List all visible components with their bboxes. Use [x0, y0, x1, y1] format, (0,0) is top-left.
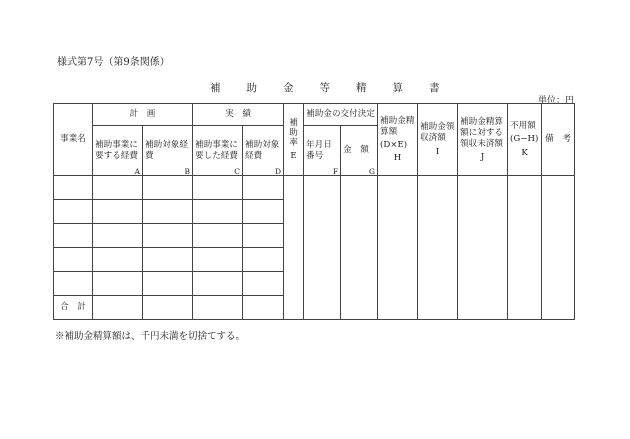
header-settlement-amount: 補助金精算額 (D×E) H	[378, 104, 418, 176]
table-row	[54, 176, 575, 200]
document-title: 補助金等精算書	[210, 82, 466, 94]
plan-eligible-cost-cell[interactable]	[143, 176, 193, 200]
unreceived-amount-cell[interactable]	[458, 176, 508, 320]
actual-eligible-cost-cell[interactable]	[243, 272, 284, 296]
footnote: ※補助金精算額は、千円未満を切捨てする。	[55, 331, 246, 342]
plan-required-cost-cell[interactable]	[93, 248, 143, 272]
total-actual-required-cost-cell[interactable]	[193, 296, 243, 320]
header-amount: 金 額 G	[341, 126, 378, 176]
header-grant-decision: 補助金の交付決定	[304, 104, 378, 126]
plan-required-cost-cell[interactable]	[93, 176, 143, 200]
actual-required-cost-cell[interactable]	[193, 224, 243, 248]
plan-eligible-cost-cell[interactable]	[143, 248, 193, 272]
subsidy-rate-cell[interactable]	[284, 176, 304, 320]
header-project-name: 事業名	[54, 104, 93, 176]
actual-eligible-cost-cell[interactable]	[243, 224, 284, 248]
header-subsidy-rate: 補助率 E	[284, 104, 304, 176]
header-received-amount: 補助金領収済額 I	[418, 104, 458, 176]
plan-required-cost-cell[interactable]	[93, 224, 143, 248]
total-actual-eligible-cost-cell[interactable]	[243, 296, 284, 320]
total-plan-required-cost-cell[interactable]	[93, 296, 143, 320]
plan-required-cost-cell[interactable]	[93, 200, 143, 224]
project-name-cell[interactable]	[54, 176, 93, 200]
unit-label: 単位：円	[537, 96, 574, 106]
total-label: 合 計	[54, 296, 93, 320]
header-plan: 計 画	[93, 104, 193, 126]
form-number: 様式第7号（第9条関係）	[57, 57, 170, 68]
actual-eligible-cost-cell[interactable]	[243, 200, 284, 224]
project-name-cell[interactable]	[54, 248, 93, 272]
total-plan-eligible-cost-cell[interactable]	[143, 296, 193, 320]
actual-required-cost-cell[interactable]	[193, 272, 243, 296]
plan-eligible-cost-cell[interactable]	[143, 224, 193, 248]
actual-required-cost-cell[interactable]	[193, 248, 243, 272]
header-unreceived-amount: 補助金精算額に対する領収未済額 J	[458, 104, 508, 176]
unused-amount-cell[interactable]	[508, 176, 542, 320]
header-actual-required-cost: 補助事業に要した経費 C	[193, 126, 243, 176]
header-remarks: 備 考	[542, 104, 575, 176]
project-name-cell[interactable]	[54, 272, 93, 296]
project-name-cell[interactable]	[54, 224, 93, 248]
header-unused-amount: 不用額 (G−H) K	[508, 104, 542, 176]
actual-eligible-cost-cell[interactable]	[243, 248, 284, 272]
header-actual-eligible-cost: 補助対象経費 D	[243, 126, 284, 176]
actual-required-cost-cell[interactable]	[193, 176, 243, 200]
settlement-amount-cell[interactable]	[378, 176, 418, 320]
received-amount-cell[interactable]	[418, 176, 458, 320]
date-number-cell[interactable]	[304, 176, 341, 320]
actual-required-cost-cell[interactable]	[193, 200, 243, 224]
settlement-table	[53, 103, 575, 320]
header-plan-required-cost: 補助事業に要する経費 A	[93, 126, 143, 176]
plan-eligible-cost-cell[interactable]	[143, 272, 193, 296]
actual-eligible-cost-cell[interactable]	[243, 176, 284, 200]
amount-cell[interactable]	[341, 176, 378, 320]
header-date-number: 年月日番号 F	[304, 126, 341, 176]
header-actual: 実 績	[193, 104, 284, 126]
project-name-cell[interactable]	[54, 200, 93, 224]
remarks-cell[interactable]	[542, 176, 575, 320]
header-plan-eligible-cost: 補助対象経費 B	[143, 126, 193, 176]
plan-eligible-cost-cell[interactable]	[143, 200, 193, 224]
plan-required-cost-cell[interactable]	[93, 272, 143, 296]
